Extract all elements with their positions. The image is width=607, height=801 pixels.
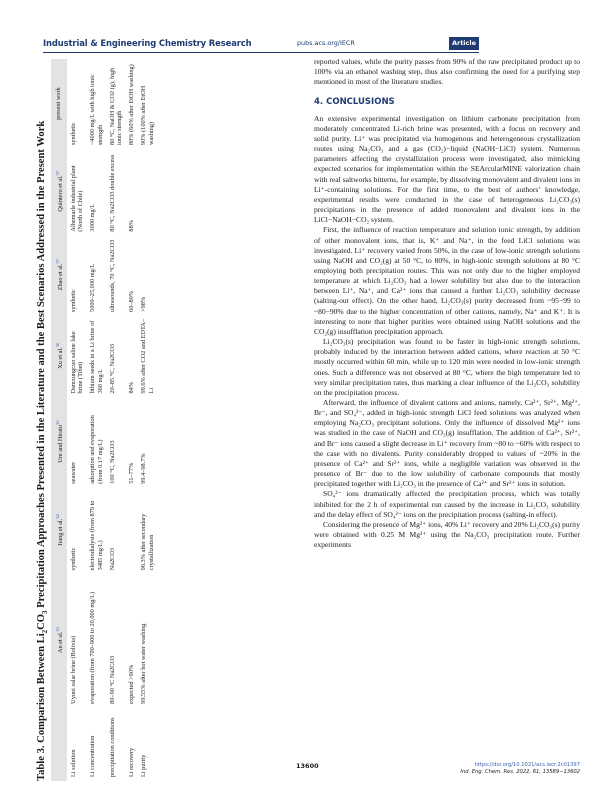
column-header: present work <box>51 59 67 148</box>
citation-line: Ind. Eng. Chem. Res. 2022, 61, 13589−13602 <box>460 769 580 775</box>
table-row <box>67 59 86 781</box>
reference-link[interactable]: 34 <box>54 514 60 519</box>
table-cell: evaporation (from 700–900 to 20,000 mg/L) <box>89 591 97 704</box>
table-cell: expected >90% <box>128 664 136 704</box>
table-cell: 88% <box>128 220 136 232</box>
table-cell: ultrasounds, 70 °C, Na2CO3 <box>108 239 116 312</box>
doi-link[interactable]: https://doi.org/10.1021/acs.iecr.2c01397 <box>474 762 580 768</box>
page-number: 13600 <box>296 762 319 770</box>
table-cell: 80 °C, Na2CO3 double excess <box>108 154 116 232</box>
paragraph: Considering the presence of Mg²⁺ ions, 40% Li⁺ recovery and 20% Li₂CO₃(s) purity were obtained with 0.25 M Mg²⁺ using the Na₂CO₃ precipitation route. Further experiments <box>314 519 580 550</box>
table-cell: 60–80% <box>128 290 136 312</box>
table-cell: 51–77% <box>128 462 136 484</box>
table-row <box>86 59 105 781</box>
table-cell: electrodialysis (from 879 to 3485 mg/L) <box>89 500 104 571</box>
comparison-table-rotated <box>33 59 299 781</box>
reference-link[interactable]: 36 <box>54 342 60 348</box>
table-header-row <box>51 59 67 781</box>
table-row <box>125 59 137 781</box>
table-cell: 99.4–98.7% <box>140 453 148 484</box>
section-heading: 4. CONCLUSIONS <box>314 97 395 108</box>
article-type-badge: Article <box>449 37 479 50</box>
table-cell: 80–90 °C Na2CO3 <box>108 655 116 704</box>
table-cell: 3000 mg/L <box>89 203 97 232</box>
table-caption: Table 3. Comparison Between $Li_2CO_3$ Precipitation Approaches Presented in the Literature and the Best Scenarios Addressed in the Present Work <box>36 120 50 781</box>
table-cell: 96.3% after secondary crystallization <box>140 513 155 571</box>
row-header: Li concentration <box>89 735 97 777</box>
table-cell: synthetic <box>70 547 77 571</box>
table-row <box>137 59 156 781</box>
row-header: Li recovery <box>128 747 136 777</box>
journal-url-link[interactable]: pubs.acs.org/IECR <box>297 39 355 47</box>
column-header: Um and Hirato$^{35}$ <box>51 397 67 487</box>
comparison-table <box>51 59 157 781</box>
column-header <box>51 707 67 781</box>
column-header: Quintero et al.$^{37}$ <box>51 148 67 235</box>
journal-header <box>43 38 479 53</box>
table-cell: 80% (60% after EtOH washing) <box>128 64 136 146</box>
table-cell: adsorption and evaporation (from 0.17 mg/L) <box>89 415 104 484</box>
row-header: Li purity <box>140 754 148 777</box>
table-cell: Albemarle industrial plant (North of Chile) <box>70 165 85 232</box>
table-cell: 100 °C, Na2CO3 <box>108 440 116 484</box>
reference-link[interactable]: 33 <box>54 627 60 632</box>
table-cell: lithium seeds in a Li brine of 360 mg/L <box>89 320 104 394</box>
table-cell: >98% <box>140 296 148 312</box>
paragraph: An extensive experimental investigation on lithium carbonate precipitation from moderately concentrated Li-rich brine was presented, with a focus on recovery and solid purity. Li⁺ was precipitated via homogenous and heterogeneous crystallization routes using Na₂CO₃ and a gas (CO₂)−liquid (NaOH−LiCl) system. Numerous parameters affecting the crystallization process were investigated, also mimicking expected scenarios for implementation within the SEArcularMINE valorization chain with real saltworks bitterns, for example, by dissolving monovalent and divalent ions in Li⁺-containing solutions. For the first time, to the best of authors’ knowledge, experimental results were conducted in the case of heterogeneous Li₂CO₃(s) precipitations in the presence of added monovalent and divalent ions in the LiCl−NaOH−CO₂ system. <box>314 113 580 225</box>
table-cell: seawater <box>70 461 77 484</box>
table-cell: 20–85 °C, Na2CO3 <box>108 343 116 394</box>
table-cell: Uyuni salar brine (Bolivia) <box>70 635 77 704</box>
paragraph: Li₂CO₃(s) precipitation was found to be faster in high-ionic strength solutions, probably induced by the interaction between added cations, where reaction at 50 °C mostly occurred within 60 min, while up to 120 min were needed in low-ionic strength ones. Such a difference was not observed at 80 °C, where the high temperature led to very similar precipitation rates, thus marking a clear influence of the Li₂CO₃ solubility on the precipitation process. <box>314 337 580 397</box>
row-header: Li solution <box>70 749 77 777</box>
table-cell: Damxungcuo saline lake brine (Tibet) <box>70 331 85 394</box>
journal-title: Industrial & Engineering Chemistry Research <box>43 38 252 48</box>
table-cell: 90% (100% after EtOH washing) <box>140 85 155 146</box>
paragraph: SO₄²⁻ ions dramatically affected the precipitation process, which was totally inhibited for the 2 h of experimental run caused by the increase in Li₂CO₃ solubility and the delay effect of SO₄²⁻ ions on the precipitation process (salting-in effect). <box>314 489 580 519</box>
table-cell: ~4000 mg/L with high ionic strength <box>89 74 104 146</box>
column-header: An et al.$^{33}$ <box>51 573 67 707</box>
table-cell <box>125 487 137 574</box>
paragraph: First, the influence of reaction temperature and solution ionic strength, by addition of other monovalent ions, that is, K⁺ and Na⁺, in the feed LiCl solutions was investigated. Li⁺ recovery varied from 50%, in the case of low-ionic strength solutions using NaOH and CO₂(g) at 50 °C, to 80%, in high-ionic strength solutions at 80 °C employing both precipitation routes. This was not only due to the higher employed temperature at which Li₂CO₃ had a lower solubility but also due to the interaction between Li⁺, Na⁺, and Ca²⁺ ions that caused a further Li₂CO₃ solubility decrease (salting-out effect). On the other hand, Li₂CO₃(s) purity decreased from ~95−99 to ~80−90% due to the higher concentration of other cations, namely, Na⁺ and K⁺. It is interesting to note that higher purities were obtained using NaOH solutions and the CO₂(g) insufflation precipitation approach. <box>314 225 580 336</box>
table-cell: 99.55% after hot water washing <box>140 623 148 704</box>
article-body-column <box>314 57 580 550</box>
paragraph: Afterward, the influence of divalent cations and anions, namely, Ca²⁺, Sr²⁺, Mg²⁺, Br⁻, and SO₄²⁻, added in high-ionic strength LiCl feed solutions was analyzed when employing Na₂CO₃ precipitant solutions. Only the influence of dissolved Mg²⁺ ions was studied in the case of NaOH and CO₂(g) insufflation. The addition of Ca²⁺, Sr²⁺, and Br⁻ ions caused a slight decrease in Li⁺ recovery from ~80 to ~60% with respect to the case with no divalents. Purity considerably dropped to values of ~20% in the presence of Ca²⁺ and Sr²⁺ ions, while a negligible variation was observed in the presence of Br⁻ due to the low solubility of carbonate compounds that mostly precipitated together with Li₂CO₃ in the presence of Ca²⁺ and Sr²⁺ ions in solution. <box>314 398 580 489</box>
table-cell: 99.6% after CO2 and EDTA–Li <box>140 319 155 394</box>
row-header: precipitation conditions <box>108 717 116 777</box>
table-cell: 84% <box>128 381 136 394</box>
table-cell: 5000–25,000 mg/L <box>89 263 97 312</box>
table-row <box>106 59 125 781</box>
column-header: Jiang et al.$^{34}$ <box>51 487 67 574</box>
reference-link[interactable]: 35 <box>54 420 60 426</box>
paragraph: reported values, while the purity passes from 90% of the raw precipitated product up to 100% via an ethanol washing step, thus also confirming the need for a purifying step mentioned in most of the literature studies. <box>314 57 580 87</box>
reference-link[interactable]: 37 <box>54 259 60 264</box>
column-header: Xu et al.$^{36}$ <box>51 315 67 397</box>
reference-link[interactable]: 37 <box>54 170 60 176</box>
table-cell <box>137 148 156 235</box>
table-cell: synthetic <box>70 122 77 146</box>
column-header: Zhao et al.$^{37}$ <box>51 235 67 315</box>
table-cell: synthetic <box>70 289 77 312</box>
table-cell: 80 °C, NaOH & CO2 (g), high ionic strength <box>108 67 124 146</box>
table-cell: Na2CO3 <box>108 547 116 571</box>
